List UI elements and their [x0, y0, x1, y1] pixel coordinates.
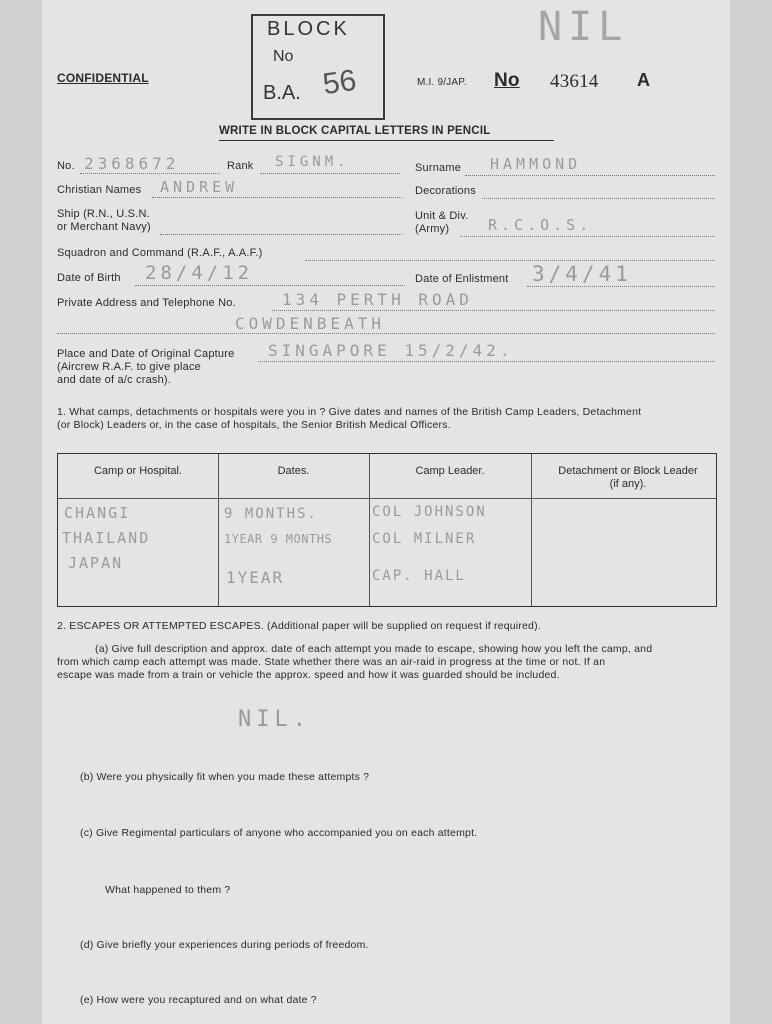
escape-answer: NIL. — [238, 707, 311, 732]
dob-value: 28/4/12 — [145, 262, 254, 284]
table-cell: COL JOHNSON — [372, 504, 487, 520]
enlistment-value: 3/4/41 — [532, 262, 632, 286]
stamp-no-text: No — [273, 48, 294, 65]
table-cell: COL MILNER — [372, 531, 477, 547]
decorations-line — [482, 198, 715, 199]
enlistment-line — [527, 286, 715, 287]
rank-line — [260, 173, 400, 174]
address-value-1: 134 PERTH ROAD — [282, 290, 473, 309]
camps-table — [57, 453, 717, 607]
stamp-ba-text: B.A. — [263, 82, 301, 104]
unit-line — [460, 236, 715, 237]
table-header-rule — [58, 498, 716, 499]
table-cell: CHANGI — [64, 504, 131, 522]
christian-names-label: Christian Names — [57, 184, 142, 196]
address-value-2: COWDENBEATH — [235, 314, 385, 333]
number-label: No — [494, 70, 520, 91]
instruction-underline — [219, 140, 554, 141]
table-cell: 1YEAR — [226, 568, 285, 587]
serial-suffix: A — [637, 70, 651, 90]
mi-reference: M.I. 9/JAP. — [417, 77, 467, 88]
surname-label: Surname — [415, 162, 462, 174]
dob-label: Date of Birth — [57, 272, 121, 284]
question-2c-followup: What happened to them ? — [105, 884, 231, 896]
ship-label-2: or Merchant Navy) — [57, 221, 151, 233]
question-2e: (e) How were you recaptured and on what date ? — [80, 994, 317, 1006]
section-2a-line-2: from which camp each attempt was made. State whether there was an air-raid in progress at the time or not. If an — [57, 656, 606, 668]
address-line-2 — [57, 333, 715, 334]
question-2d: (d) Give briefly your experiences during periods of freedom. — [80, 939, 369, 951]
question-1-line-1: 1. What camps, detachments or hospitals were you in ? Give dates and names of the British Camp Leaders, Detachment — [57, 406, 642, 418]
rank-label: Rank — [227, 160, 254, 172]
decorations-label: Decorations — [415, 185, 476, 197]
question-1-line-2: (or Block) Leaders or, in the case of hospitals, the Senior British Medical Officers. — [57, 419, 451, 431]
unit-label: Unit & Div. — [415, 210, 469, 222]
stamp-block-text: BLOCK — [267, 18, 350, 40]
block-stamp — [251, 14, 385, 120]
table-cell: 1YEAR 9 MONTHS — [224, 532, 333, 546]
surname-line — [465, 175, 715, 176]
header-dates: Dates. — [277, 465, 310, 477]
section-2-title: 2. ESCAPES OR ATTEMPTED ESCAPES. (Additional paper will be supplied on request if required). — [57, 620, 541, 632]
no-line — [80, 173, 220, 174]
capture-label: Place and Date of Original Capture — [57, 348, 235, 360]
section-2a-line-1: (a) Give full description and approx. date of each attempt you made to escape, showing how you left the camp, and — [95, 643, 653, 655]
christian-names-line — [152, 197, 402, 198]
enlistment-label: Date of Enlistment — [415, 273, 509, 285]
squadron-label: Squadron and Command (R.A.F., A.A.F.) — [57, 247, 263, 259]
header-camp: Camp or Hospital. — [93, 465, 183, 477]
nil-top-annotation: NIL — [538, 4, 629, 50]
capture-label-3: and date of a/c crash). — [57, 374, 172, 386]
christian-names-value: ANDREW — [160, 178, 239, 196]
table-cell: 9 MONTHS. — [224, 506, 318, 522]
no-label: No. — [57, 160, 75, 172]
table-divider — [531, 454, 532, 606]
table-cell: JAPAN — [68, 554, 124, 572]
section-2a-line-3: escape was made from a train or vehicle the approx. speed and how it was guarded should be included. — [57, 669, 560, 681]
unit-label-2: (Army) — [415, 223, 450, 235]
serial-number: 43614 — [550, 71, 599, 92]
rank-value: SIGNM. — [275, 154, 350, 170]
address-label: Private Address and Telephone No. — [57, 297, 236, 309]
table-cell: THAILAND — [62, 529, 151, 547]
question-2b: (b) Were you physically fit when you made these attempts ? — [80, 771, 370, 783]
table-cell: CAP. HALL — [372, 568, 466, 584]
confidential-label: CONFIDENTIAL — [57, 71, 149, 85]
unit-value: R.C.O.S. — [488, 216, 593, 234]
surname-value: HAMMOND — [490, 155, 582, 173]
capture-line — [258, 361, 715, 362]
address-line-1 — [272, 310, 715, 311]
header-detachment-leader: Detachment or Block Leader (if any). — [558, 465, 698, 490]
capture-label-2: (Aircrew R.A.F. to give place — [57, 361, 201, 373]
ship-label: Ship (R.N., U.S.N. — [57, 208, 150, 220]
service-number-value: 2368672 — [84, 154, 180, 173]
instruction-heading: WRITE IN BLOCK CAPITAL LETTERS IN PENCIL — [219, 125, 491, 137]
capture-value: SINGAPORE 15/2/42. — [268, 341, 514, 360]
ship-line — [160, 234, 402, 235]
header-camp-leader: Camp Leader. — [415, 465, 485, 477]
squadron-line — [305, 260, 715, 261]
stamp-number: 56 — [320, 63, 359, 102]
question-2c: (c) Give Regimental particulars of anyone who accompanied you on each attempt. — [80, 827, 478, 839]
dob-line — [135, 285, 405, 286]
